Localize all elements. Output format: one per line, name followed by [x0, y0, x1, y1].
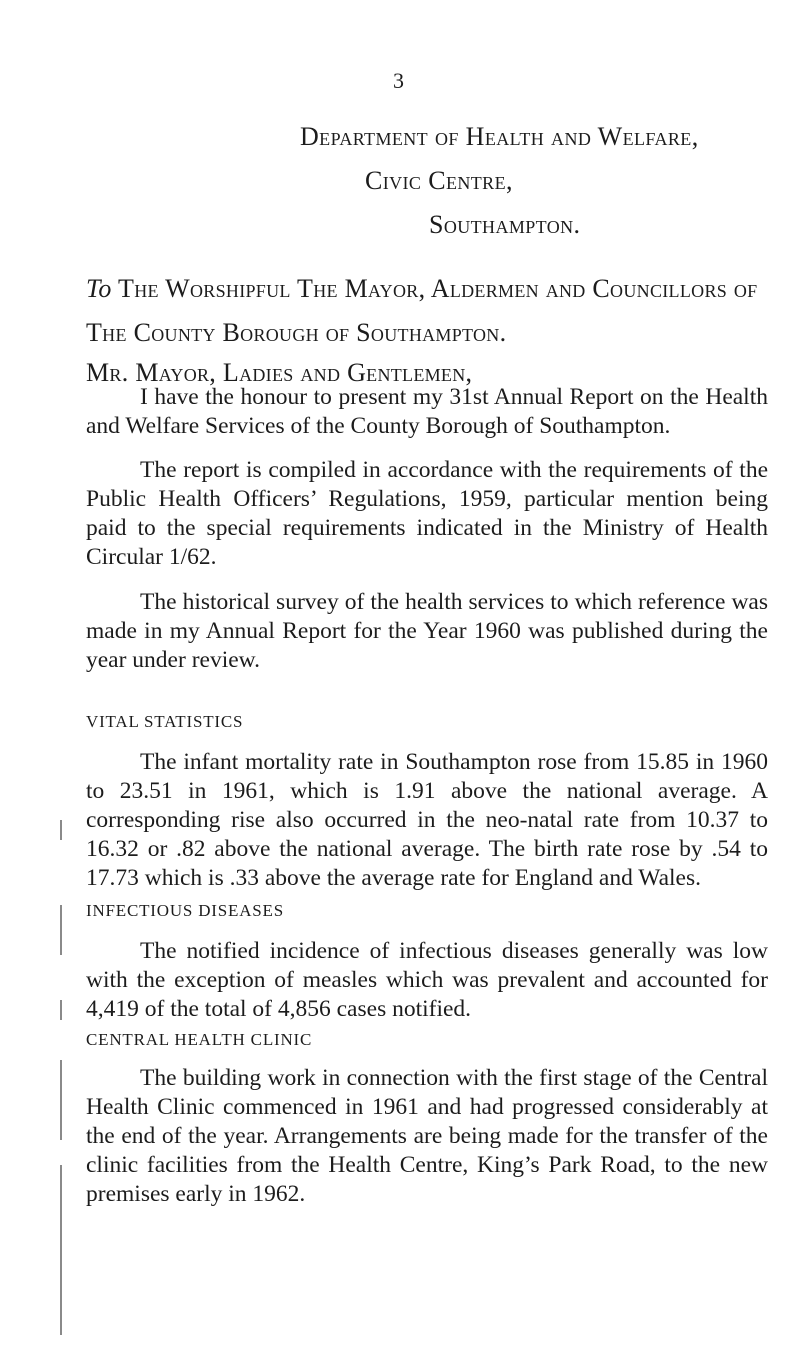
scan-edge-mark [60, 1165, 62, 1335]
salutation-block [86, 267, 786, 355]
historical-paragraph: The historical survey of the health services to which reference was made in my Annual Report for the Year 1960 was published during the year under review. [86, 589, 768, 673]
compiled-paragraph: The report is compiled in accordance with the requirements of the Public Health Officers’ Regulations, 1959, particular mention being paid to the special requirements indicated in the Ministry of Health Circular 1/62. [86, 457, 768, 570]
scan-edge-mark [60, 1060, 62, 1140]
salutation-recipients: The Worshipful The Mayor, Aldermen and Councillors of [118, 274, 758, 303]
vital-statistics-heading: VITAL STATISTICS [86, 712, 244, 731]
address-civic-centre: Civic Centre, [365, 166, 513, 195]
salutation-to: To [86, 274, 112, 303]
page-number: 3 [393, 68, 404, 93]
infectious-diseases-heading: INFECTIOUS DISEASES [86, 901, 284, 920]
address-block [300, 115, 699, 247]
address-department: Department of Health and Welfare, [300, 122, 699, 151]
scan-edge-mark [60, 820, 62, 840]
intro-paragraph: I have the honour to present my 31st Annual Report on the Health and Welfare Services of the County Borough of Southampton. [86, 384, 768, 439]
address-city: Southampton. [429, 210, 581, 239]
central-health-clinic-paragraph: The building work in connection with the first stage of the Central Health Clinic commenced in 1961 and had progressed considerably at the end of the year. Arrangements are being made for the transfer of the clinic facilities from the Health Centre, King’s Park Road, to the new premises early in 1962. [86, 1065, 768, 1207]
vital-statistics-paragraph: The infant mortality rate in Southampton rose from 15.85 in 1960 to 23.51 in 1961, which is 1.91 above the national average. A corresponding rise also occurred in the neo-natal rate from 10.37 to 16.32 or .82 above the national average. The birth rate rose by .54 to 17.73 which is .33 above the average rate for England and Wales. [86, 749, 768, 891]
salutation-line-1 [86, 267, 786, 311]
infectious-diseases-paragraph: The notified incidence of infectious diseases generally was low with the exception of measles which was prevalent and accounted for 4,419 of the total of 4,856 cases notified. [86, 938, 768, 1022]
salutation-line-2: The County Borough of Southampton. [86, 318, 507, 347]
greeting: Mr. Mayor, Ladies and Gentlemen, [86, 358, 473, 387]
scan-edge-mark [60, 1000, 62, 1020]
scan-edge-mark [60, 905, 62, 955]
central-health-clinic-heading: CENTRAL HEALTH CLINIC [86, 1030, 313, 1049]
